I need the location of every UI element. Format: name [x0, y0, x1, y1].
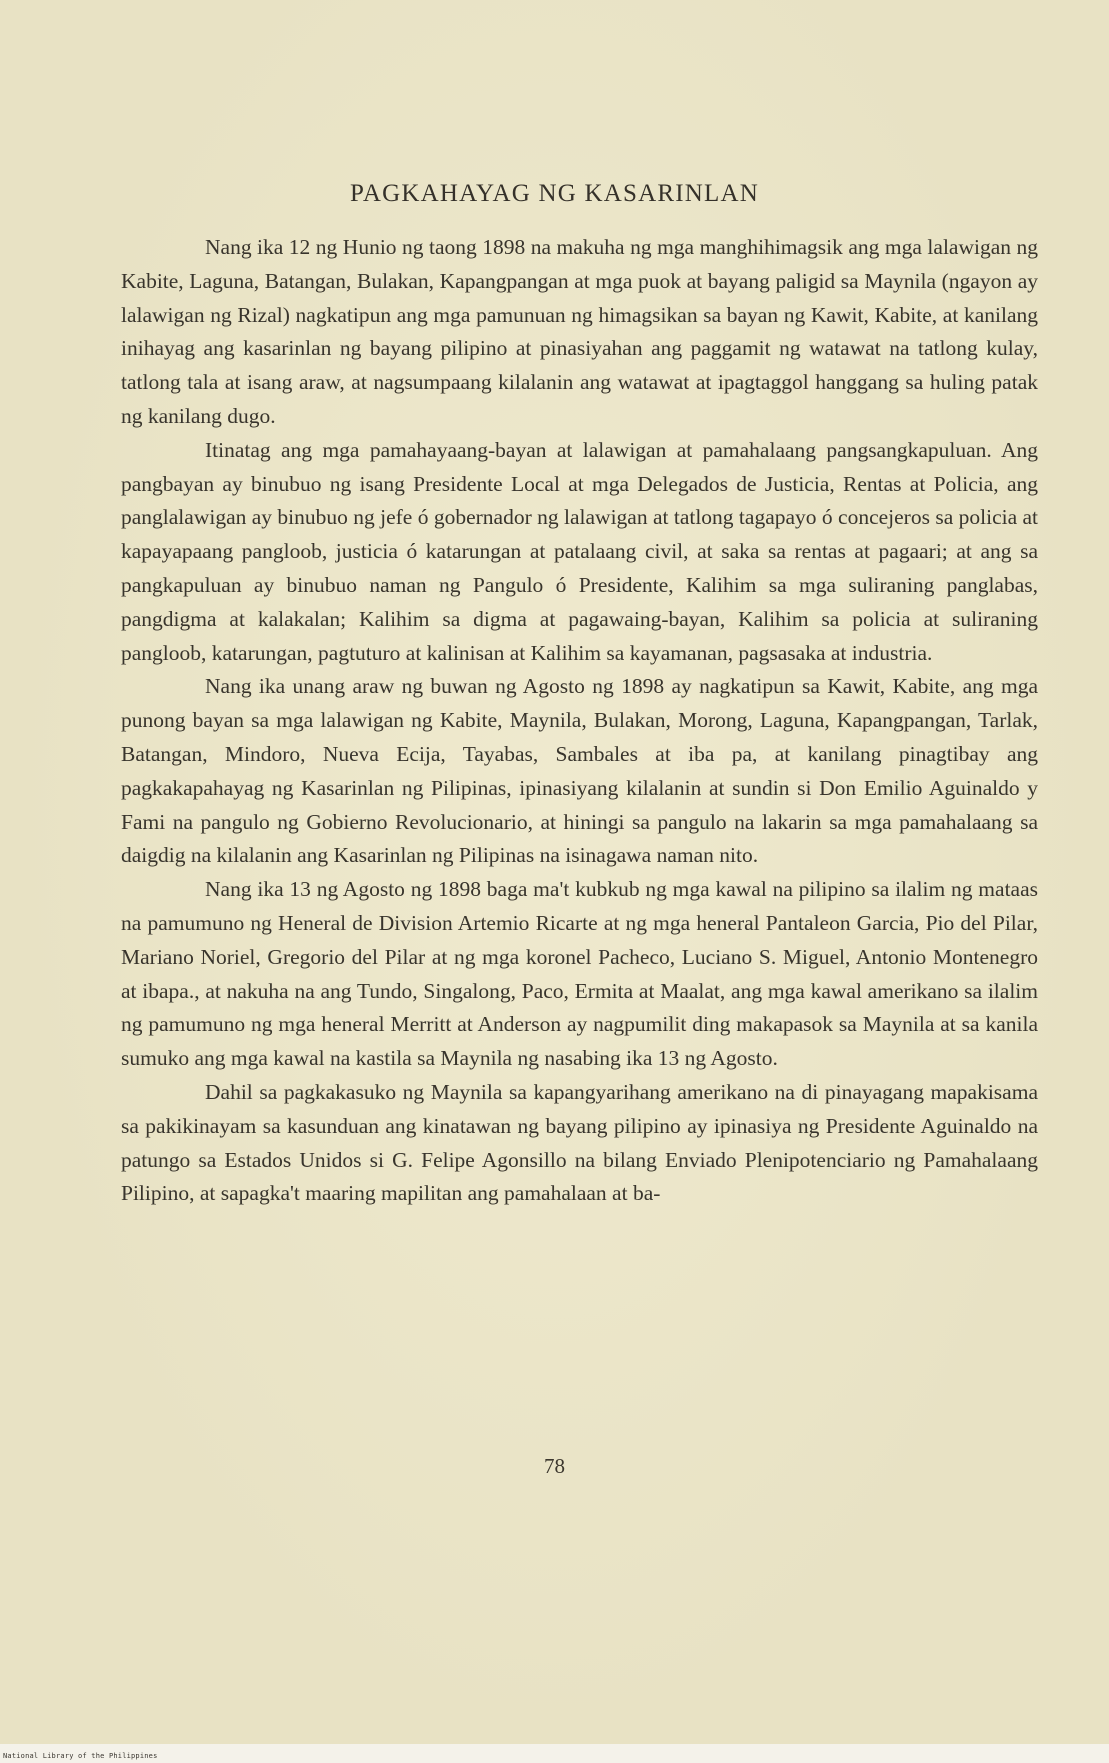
library-credit: National Library of the Philippines: [3, 1752, 158, 1760]
page-title: PAGKAHAYAG NG KASARINLAN: [350, 180, 759, 207]
body-text: [121, 231, 1038, 1211]
paragraph-4: Nang ika 13 ng Agosto ng 1898 baga ma't kubkub ng mga kawal na pilipino sa ilalim ng mataas na pamumuno ng Heneral de Division Artemio Ricarte at ng mga heneral Pantaleon Garcia, Pio del Pilar, Mariano Noriel, Gregorio del Pilar at ng mga koronel Pacheco, Luciano S. Miguel, Antonio Montenegro at ibapa., at nakuha na ang Tundo, Singalong, Paco, Ermita at Maalat, ang mga kawal amerikano sa ilalim ng pamumuno ng mga heneral Merritt at Anderson ay nagpumilit ding makapasok sa Maynila at sa kanila sumuko ang mga kawal na kastila sa Maynila ng nasabing ika 13 ng Agosto.: [121, 877, 1038, 1071]
paragraph-1: Nang ika 12 ng Hunio ng taong 1898 na makuha ng mga manghihimagsik ang mga lalawigan ng Kabite, Laguna, Batangan, Bulakan, Kapangpangan at mga puok at bayang paligid sa Maynila (ngayon ay lalawigan ng Rizal) nagkatipun ang mga pamunuan ng himagsikan sa bayan ng Kawit, Kabite, at kanilang inihayag ang kasarinlan ng bayang pilipino at pinasiyahan ang paggamit ng watawat na tatlong kulay, tatlong tala at isang araw, at nagsumpaang kilalanin ang watawat at ipagtaggol hanggang sa huling patak ng kanilang dugo.: [121, 235, 1038, 428]
paragraph-2: Itinatag ang mga pamahayaang-bayan at lalawigan at pamahalaang pangsangkapuluan. Ang pangbayan ay binubuo ng isang Presidente Local at mga Delegados de Justicia, Rentas at Policia, ang panglalawigan ay binubuo ng jefe ó gobernador ng lalawigan at tatlong tagapayo ó concejeros sa policia at kapayapaang pangloob, justicia ó katarungan at patalaang civil, at saka sa rentas at pagaari; at ang sa pangkapuluan ay binubuo naman ng Pangulo ó Presidente, Kalihim sa mga suliraning panglabas, pangdigma at kalakalan; Kalihim sa digma at pagawaing-bayan, Kalihim sa policia at suliraning pangloob, katarungan, pagtuturo at kalinisan at Kalihim sa kayamanan, pagsasaka at industria.: [121, 437, 1039, 665]
scan-footer-strip: [0, 1744, 1109, 1763]
paragraph-3: Nang ika unang araw ng buwan ng Agosto ng 1898 ay nagkatipun sa Kawit, Kabite, ang mga punong bayan sa mga lalawigan ng Kabite, Maynila, Bulakan, Morong, Laguna, Kapangpangan, Tarlak, Batangan, Mindoro, Nueva Ecija, Tayabas, Sambales at iba pa, at kanilang pinagtibay ang pagkakapahayag ng Kasarinlan ng Pilipinas, ipinasiyang kilalanin at sundin si Don Emilio Aguinaldo y Fami na pangulo ng Gobierno Revolucionario, at hiningi sa pangulo na lakarin sa mga pamahalaang sa daigdig na kilalanin ang Kasarinlan ng Pilipinas na isinagawa naman nito.: [121, 674, 1038, 868]
paragraph-5: Dahil sa pagkakasuko ng Maynila sa kapangyarihang amerikano na di pinayagang mapakisama sa pakikinayam sa kasunduan ang kinatawan ng bayang pilipino ay ipinasiya ng Presidente Aguinaldo na patungo sa Estados Unidos si G. Felipe Agonsillo na bilang Enviado Plenipotenciario ng Pamahalaang Pilipino, at sapagka't maaring mapilitan ang pamahalaan at ba-: [121, 1079, 1038, 1206]
page-number: 78: [544, 1454, 565, 1478]
